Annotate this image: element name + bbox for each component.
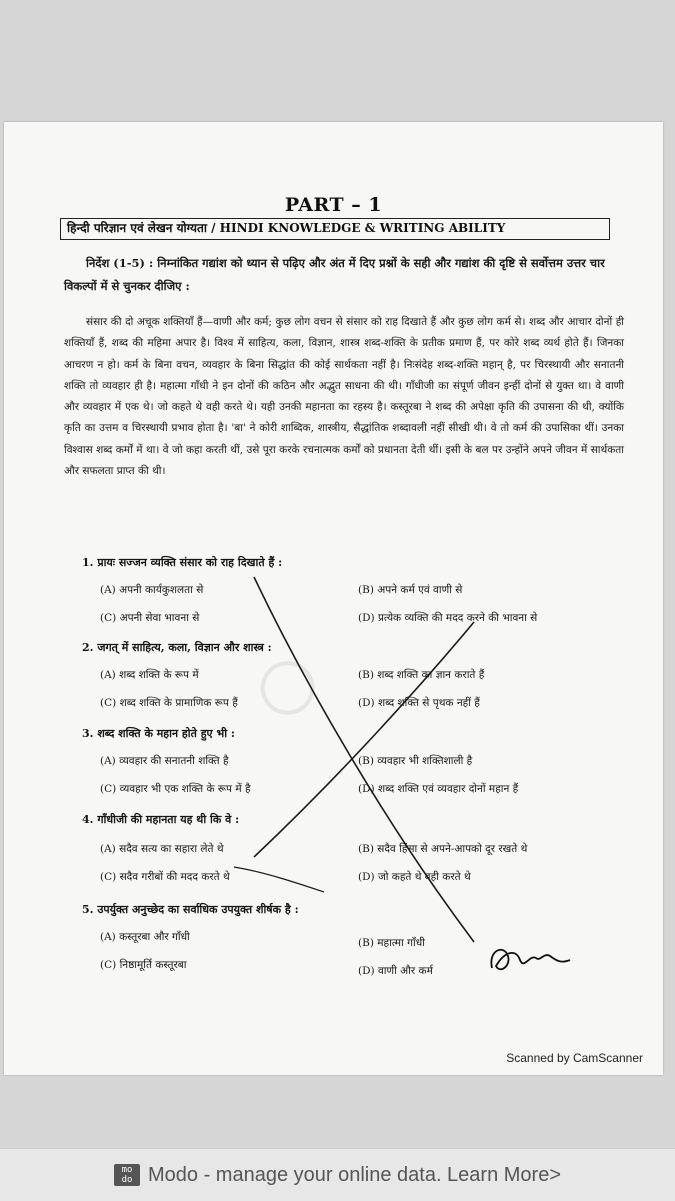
signature-mark [486, 940, 576, 980]
q5-option-a: (A) कस्तूरबा और गाँधी [100, 931, 190, 943]
q4-option-d: (D) जो कहते थे वही करते थे [358, 871, 471, 883]
q3-option-c: (C) व्यवहार भी एक शक्ति के रूप में है [100, 783, 251, 795]
q1-option-c: (C) अपनी सेवा भावना से [100, 612, 200, 624]
faint-stamp-mark: ○ [236, 632, 333, 734]
question-3: 3. शब्द शक्ति के महान होते हुए भी : [82, 727, 235, 740]
q2-option-c: (C) शब्द शक्ति के प्रामाणिक रूप हैं [100, 697, 238, 709]
ad-banner[interactable] [0, 1148, 675, 1201]
question-1: 1. प्रायः सज्जन व्यक्ति संसार को राह दिखाते हैं : [82, 556, 283, 569]
q2-option-d: (D) शब्द शक्ति से पृथक नहीं हैं [358, 697, 480, 709]
section-subtitle: हिन्दी परिज्ञान एवं लेखन योग्यता / HINDI KNOWLEDGE & WRITING ABILITY [60, 218, 610, 240]
q5-option-b: (B) महात्मा गाँधी [358, 937, 425, 949]
q1-option-b: (B) अपने कर्म एवं वाणी से [358, 584, 463, 596]
modo-logo-icon: mo do [114, 1164, 140, 1186]
q1-option-d: (D) प्रत्येक व्यक्ति की मदद करने की भावना से [358, 612, 538, 624]
instructions-text: निर्देश (1-5) : निम्नांकित गद्यांश को ध्यान से पढ़िए और अंत में दिए प्रश्नों के सही और गद्यांश की दृष्टि से सर्वोत्तम उत्तर चार विकल्पों में से चुनकर दीजिए : [64, 256, 605, 293]
q3-option-d: (D) शब्द शक्ति एवं व्यवहार दोनों महान हैं [358, 783, 519, 795]
q4-option-b: (B) सदैव हिंसा से अपने-आपको दूर रखते थे [358, 843, 528, 855]
q2-option-b: (B) शब्द शक्ति का ज्ञान कराते हैं [358, 669, 485, 681]
q2-option-a: (A) शब्द शक्ति के रूप में [100, 669, 199, 681]
part-title: PART – 1 [284, 194, 383, 216]
q1-option-a: (A) अपनी कार्यकुशलता से [100, 584, 204, 596]
q4-option-c: (C) सदैव गरीबों की मदद करते थे [100, 871, 230, 883]
scanned-document-page [4, 122, 663, 1075]
ad-banner-text[interactable]: Modo - manage your online data. Learn More> [147, 1163, 562, 1186]
q4-option-a: (A) सदैव सत्य का सहारा लेते थे [100, 843, 224, 855]
q3-option-a: (A) व्यवहार की सनातनी शक्ति है [100, 755, 229, 767]
q3-option-b: (B) व्यवहार भी शक्तिशाली है [358, 755, 473, 767]
question-2: 2. जगत् में साहित्य, कला, विज्ञान और शास्त्र : [82, 641, 272, 654]
q5-option-c: (C) निष्ठामूर्ति कस्तूरबा [100, 959, 187, 971]
q5-option-d: (D) वाणी और कर्म [358, 965, 433, 977]
question-5: 5. उपर्युक्त अनुच्छेद का सर्वाधिक उपयुक्त शीर्षक है : [82, 903, 299, 916]
question-4: 4. गाँधीजी की महानता यह थी कि वे : [82, 813, 240, 826]
passage-text: संसार की दो अचूक शक्तियाँ हैं—वाणी और कर्म; कुछ लोग वचन से संसार को राह दिखाते हैं और कुछ लोग कर्म से। शब्द और आचार दोनों ही शक्तियाँ हैं, शब्द की महिमा अपार है। विश्व में साहित्य, कला, विज्ञान, शास्त्र शब्द-शक्ति के प्रतीक प्रमाण हैं, पर कोरे शब्द व्यर्थ होते हैं। जिनका आचरण न हो। कर्म के बिना वचन, व्यवहार के बिना सिद्धांत की कोई सार्थकता नहीं है। निःसंदेह शब्द-शक्ति महान् है, पर चिरस्थायी और सनातनी शक्ति तो व्यवहार ही है। महात्मा गाँधी ने इन दोनों की कठिन और अद्भुत साधना की थी। गाँधीजी का संपूर्ण जीवन इन्हीं दोनों से युक्त था। वे वाणी और व्यवहार में एक थे। जो कहते थे वही करते थे। यही उनकी महानता का रहस्य है। कस्तूरबा ने शब्द की अपेक्षा कृति की उपासना की थी, क्योंकि कृति का उत्तम व चिरस्थायी प्रभाव होता है। 'बा' ने कोरी शाब्दिक, शास्त्रीय, सैद्धांतिक शब्दावली नहीं सीखी थी। वे तो कर्म की उपासिका थीं। उनका विश्वास शब्द कर्मों में था। वे जो कहा करती थीं, उसे पूरा करके रचनात्मक कर्मों को प्रधानता देती थीं। इसी के बल पर उन्होंने अपने जीवन में सार्थकता और सफलता प्राप्त की थी। [64, 316, 624, 478]
camscanner-watermark: Scanned by CamScanner [506, 1051, 643, 1065]
handwritten-cross-marks [4, 122, 663, 1075]
